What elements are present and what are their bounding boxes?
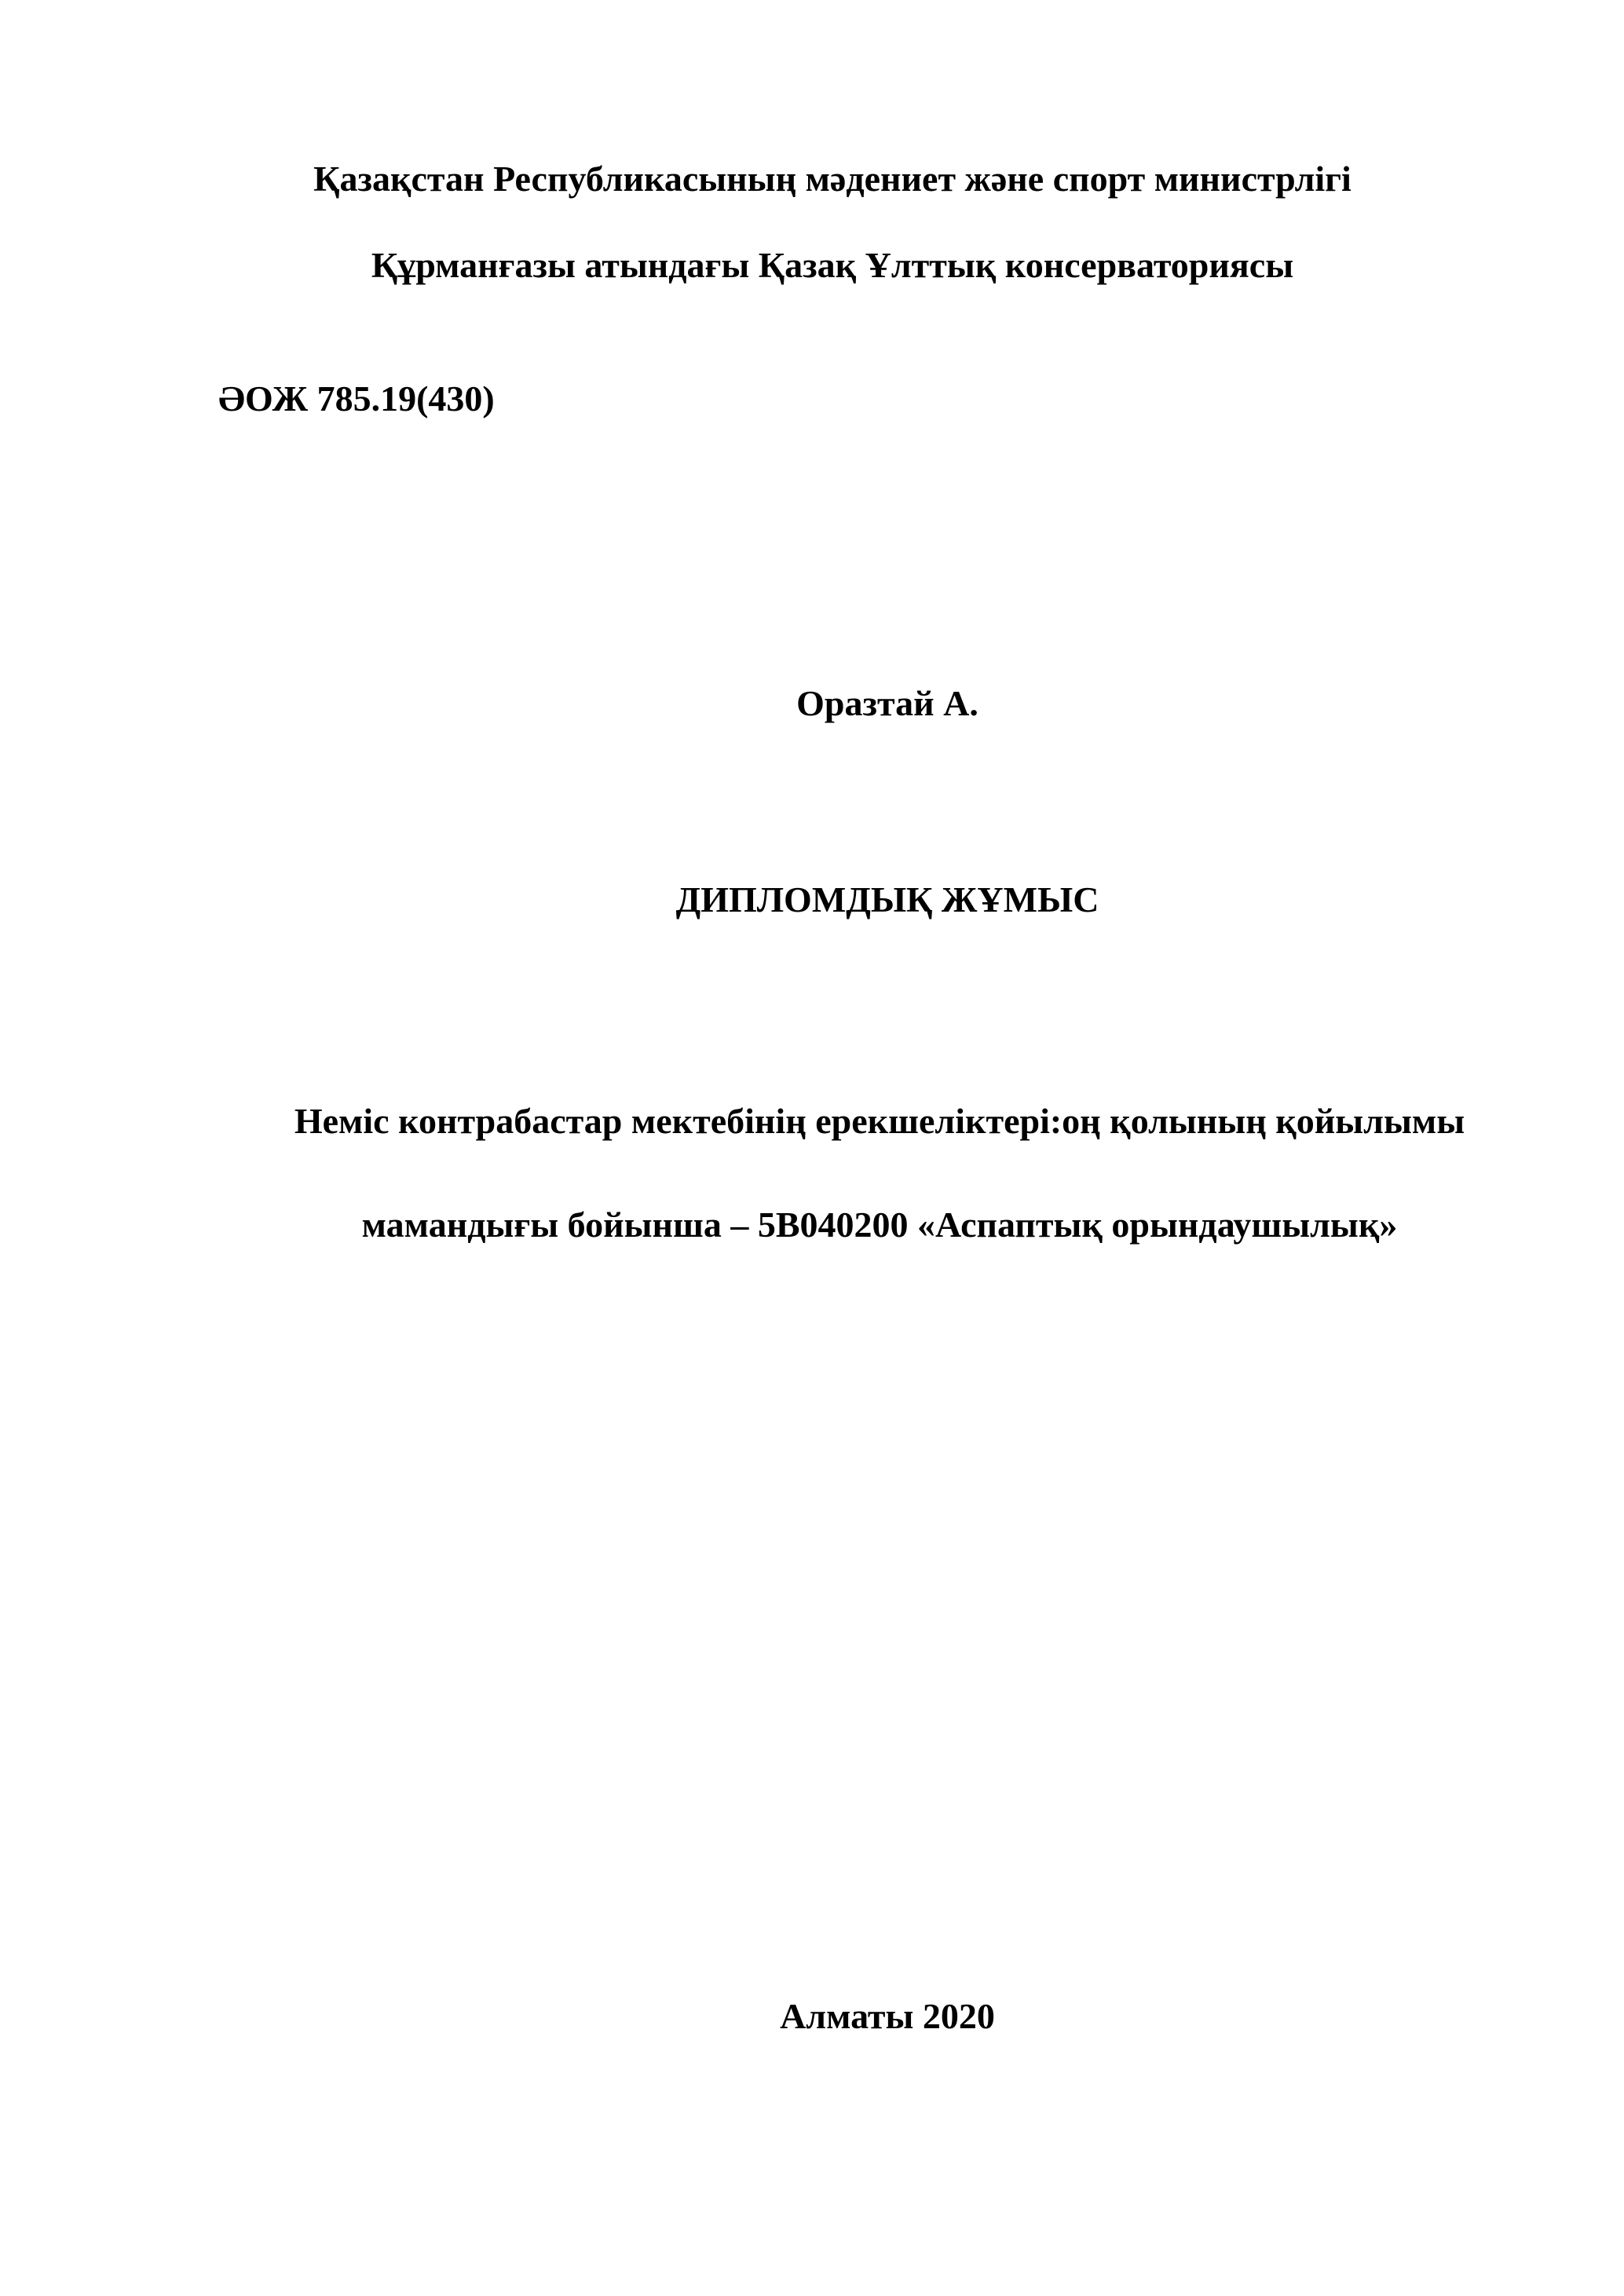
specialty-line: мамандығы бойынша – 5В040200 «Аспаптық орындаушылық»: [361, 1205, 1398, 1245]
udc-code: ӘОЖ 785.19(430): [218, 378, 495, 419]
city-year: Алматы 2020: [780, 1996, 995, 2036]
thesis-topic: Неміс контрабастар мектебінің ерекшеліктері:оң қолының қойылымы: [294, 1101, 1465, 1141]
ministry-heading: Қазақстан Республикасының мәдениет және спорт министрлігі: [313, 159, 1352, 199]
author-name: Оразтай А.: [796, 683, 978, 723]
document-type-title: ДИПЛОМДЫҚ ЖҰМЫС: [675, 879, 1099, 919]
conservatory-heading: Құрманғазы атындағы Қазақ Ұлттық консерваториясы: [371, 245, 1294, 285]
